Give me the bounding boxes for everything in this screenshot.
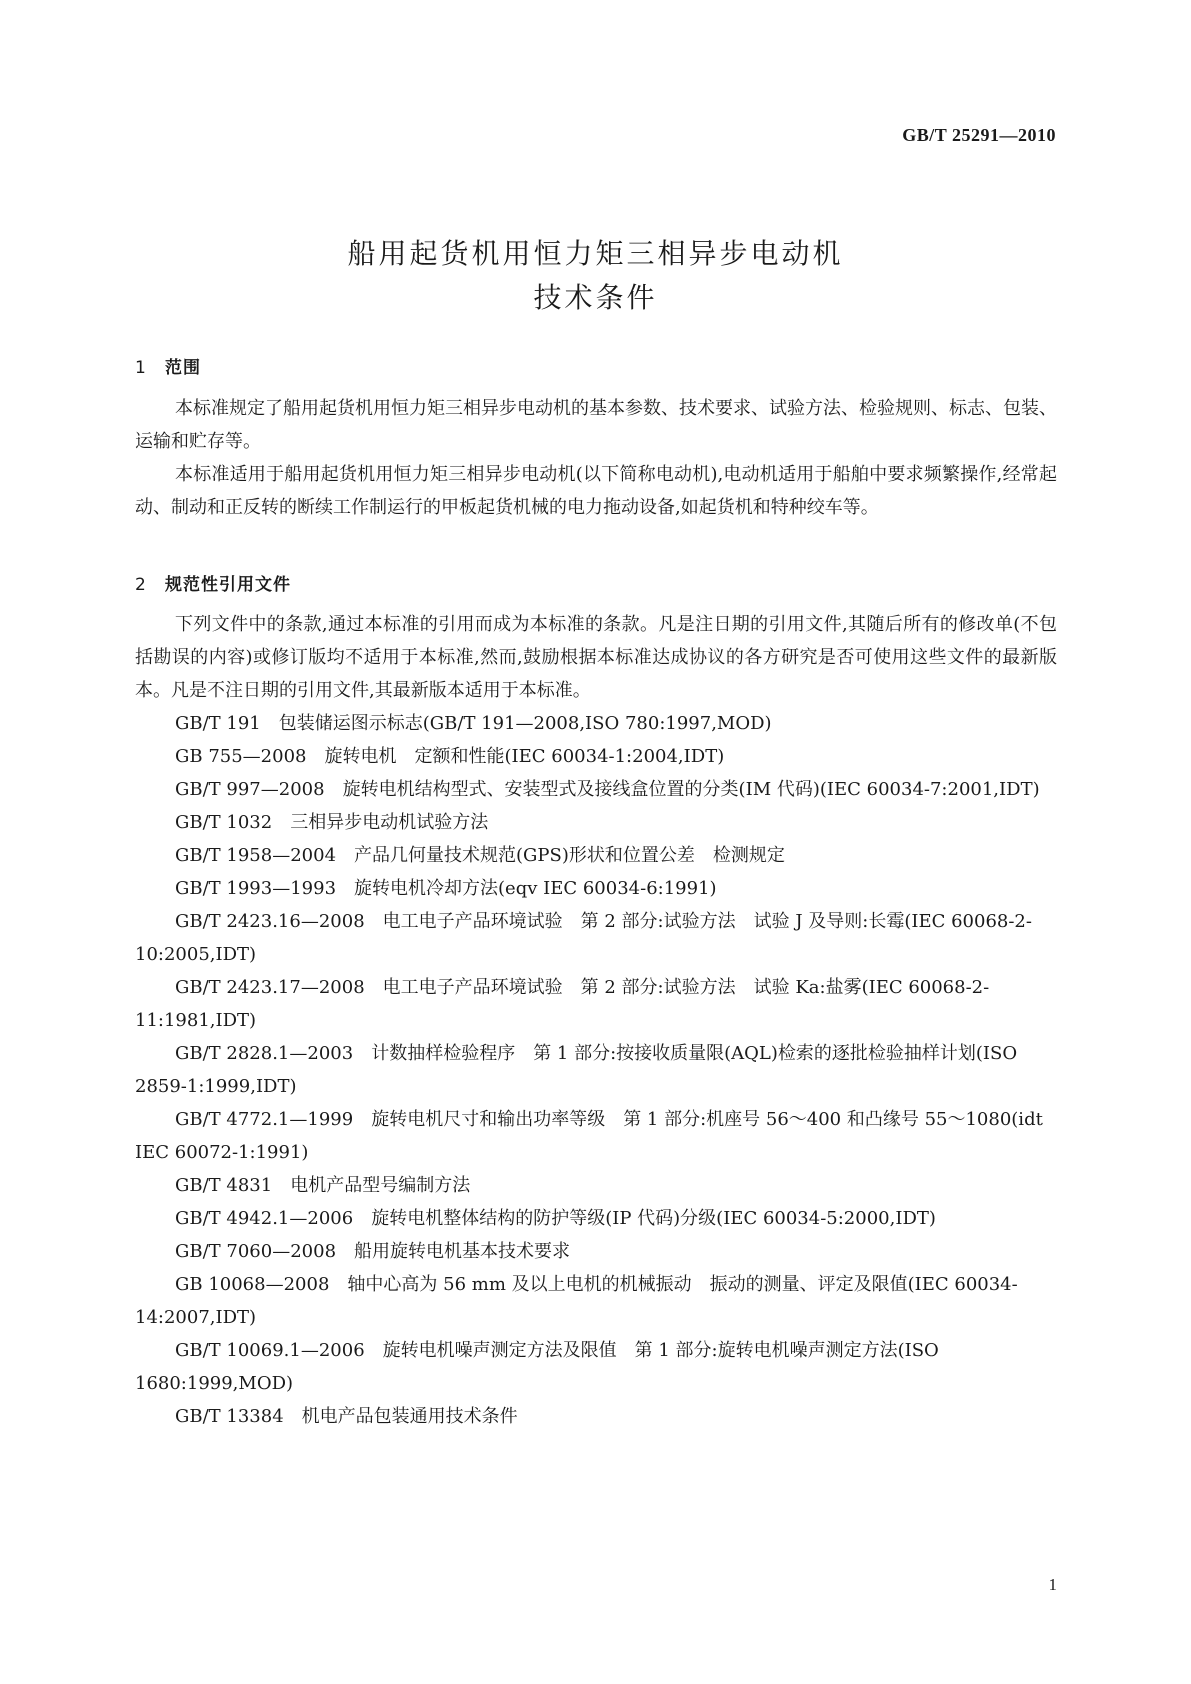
reference-item: GB 10068—2008 轴中心高为 56 mm 及以上电机的机械振动 振动的测量、评定及限值(IEC 60034-14:2007,IDT) (135, 1274, 1018, 1328)
section-2-body (135, 608, 1057, 1433)
reference-item: GB/T 1993—1993 旋转电机冷却方法(eqv IEC 60034-6:1991) (175, 878, 717, 899)
reference-item: GB/T 10069.1—2006 旋转电机噪声测定方法及限值 第 1 部分:旋转电机噪声测定方法(ISO 1680:1999,MOD) (135, 1340, 939, 1394)
reference-item: GB/T 4942.1—2006 旋转电机整体结构的防护等级(IP 代码)分级(IEC 60034-5:2000,IDT) (175, 1208, 936, 1229)
reference-item: GB/T 2423.17—2008 电工电子产品环境试验 第 2 部分:试验方法 试验 Ka:盐雾(IEC 60068-2-11:1981,IDT) (135, 977, 990, 1031)
document-title: 船用起货机用恒力矩三相异步电动机 (347, 237, 844, 270)
reference-item: GB/T 997—2008 旋转电机结构型式、安装型式及接线盒位置的分类(IM 代码)(IEC 60034-7:2001,IDT) (175, 779, 1040, 800)
standard-code: GB/T 25291—2010 (902, 125, 1056, 145)
scope-paragraph: 本标准适用于船用起货机用恒力矩三相异步电动机(以下简称电动机),电动机适用于船舶中要求频繁操作,经常起动、制动和正反转的断续工作制运行的甲板起货机械的电力拖动设备,如起货机和特种绞车等。 (135, 464, 1057, 518)
reference-item: GB/T 13384 机电产品包装通用技术条件 (175, 1406, 518, 1427)
scope-paragraph: 本标准规定了船用起货机用恒力矩三相异步电动机的基本参数、技术要求、试验方法、检验规则、标志、包装、运输和贮存等。 (135, 398, 1057, 452)
references-intro: 下列文件中的条款,通过本标准的引用而成为本标准的条款。凡是注日期的引用文件,其随后所有的修改单(不包括勘误的内容)或修订版均不适用于本标准,然而,鼓励根据本标准达成协议的各方研究是否可使用这些文件的最新版本。凡是不注日期的引用文件,其最新版本适用于本标准。 (135, 614, 1057, 701)
reference-item: GB/T 2423.16—2008 电工电子产品环境试验 第 2 部分:试验方法 试验 J 及导则:长霉(IEC 60068-2-10:2005,IDT) (135, 911, 1032, 965)
section-1-heading (135, 353, 201, 378)
section-1-body (135, 392, 1057, 524)
reference-item: GB/T 191 包装储运图示标志(GB/T 191—2008,ISO 780:1997,MOD) (175, 713, 772, 734)
section-number: 2 (135, 575, 147, 595)
section-2-heading (135, 570, 291, 595)
section-number: 1 (135, 358, 147, 378)
reference-item: GB/T 1032 三相异步电动机试验方法 (175, 812, 489, 833)
reference-item: GB/T 4772.1—1999 旋转电机尺寸和输出功率等级 第 1 部分:机座号 56～400 和凸缘号 55～1080(idt IEC 60072-1:1991) (135, 1109, 1043, 1163)
reference-item: GB 755—2008 旋转电机 定额和性能(IEC 60034-1:2004,IDT) (175, 746, 725, 767)
document-subtitle: 技术条件 (533, 281, 658, 314)
section-title: 规范性引用文件 (165, 575, 291, 595)
reference-item: GB/T 7060—2008 船用旋转电机基本技术要求 (175, 1241, 571, 1262)
page-number: 1 (1048, 1575, 1057, 1594)
reference-item: GB/T 2828.1—2003 计数抽样检验程序 第 1 部分:按接收质量限(AQL)检索的逐批检验抽样计划(ISO 2859-1:1999,IDT) (135, 1043, 1018, 1097)
section-title: 范围 (165, 358, 201, 378)
reference-item: GB/T 4831 电机产品型号编制方法 (175, 1175, 471, 1196)
reference-item: GB/T 1958—2004 产品几何量技术规范(GPS)形状和位置公差 检测规定 (175, 845, 785, 866)
